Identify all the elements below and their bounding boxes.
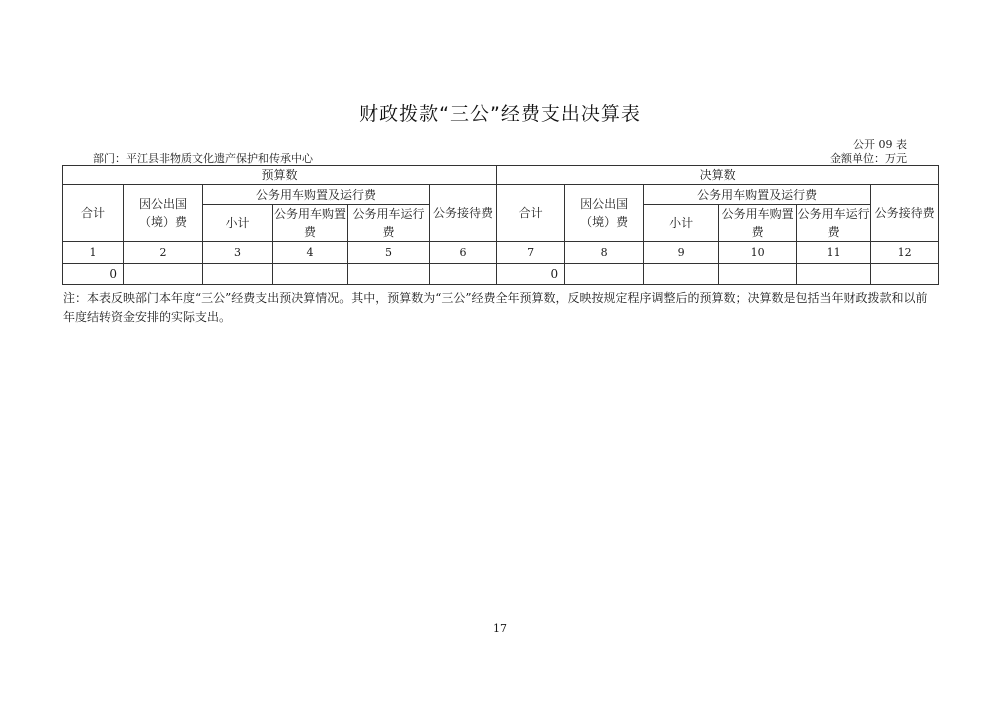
column-index: 2 [124,242,203,264]
table-row [63,264,939,285]
final-subtotal-header: 小计 [644,205,719,242]
final-vehicle-header: 公务用车购置及运行费 [644,185,871,205]
table-cell: 0 [63,264,124,285]
table-cell [203,264,273,285]
page-number: 17 [493,622,507,635]
budget-vehicle-operation-header: 公务用车运行费 [348,205,430,242]
page-title: 财政拨款“三公”经费支出决算表 [359,103,641,125]
column-index: 8 [565,242,644,264]
table-cell [797,264,871,285]
column-index: 9 [644,242,719,264]
column-index: 12 [871,242,939,264]
final-reception-header: 公务接待费 [871,185,939,242]
final-group-header: 决算数 [497,166,939,185]
budget-subtotal-header: 小计 [203,205,273,242]
table-cell [348,264,430,285]
table-cell [124,264,203,285]
column-index: 5 [348,242,430,264]
final-abroad-header: 因公出国（境）费 [565,185,644,242]
table-note: 注：本表反映部门本年度“三公”经费支出预决算情况。其中，预算数为“三公”经费全年预算数，反映按规定程序调整后的预算数；决算数是包括当年财政拨款和以前年度结转资金安排的实际支出。 [63,291,928,324]
column-index: 10 [719,242,797,264]
table-cell [565,264,644,285]
budget-vehicle-purchase-header: 公务用车购置费 [273,205,348,242]
column-index-row [63,242,939,264]
budget-reception-header: 公务接待费 [430,185,497,242]
table-cell: 0 [497,264,565,285]
column-index: 6 [430,242,497,264]
final-vehicle-purchase-header: 公务用车购置费 [719,205,797,242]
table-cell [644,264,719,285]
table-cell [719,264,797,285]
budget-total-header: 合计 [63,185,124,242]
column-index: 11 [797,242,871,264]
table-cell [273,264,348,285]
budget-group-header: 预算数 [63,166,497,185]
budget-vehicle-header: 公务用车购置及运行费 [203,185,430,205]
column-index: 7 [497,242,565,264]
department-label: 部门：平江县非物质文化遗产保护和传承中心 [93,152,313,165]
three-public-expenses-table [62,165,939,285]
form-number: 公开 09 表 [853,138,907,151]
column-index: 3 [203,242,273,264]
column-index: 4 [273,242,348,264]
column-index: 1 [63,242,124,264]
table-cell [871,264,939,285]
amount-unit-label: 金额单位：万元 [830,152,907,165]
budget-abroad-header: 因公出国（境）费 [124,185,203,242]
final-vehicle-operation-header: 公务用车运行费 [797,205,871,242]
table-cell [430,264,497,285]
final-total-header: 合计 [497,185,565,242]
